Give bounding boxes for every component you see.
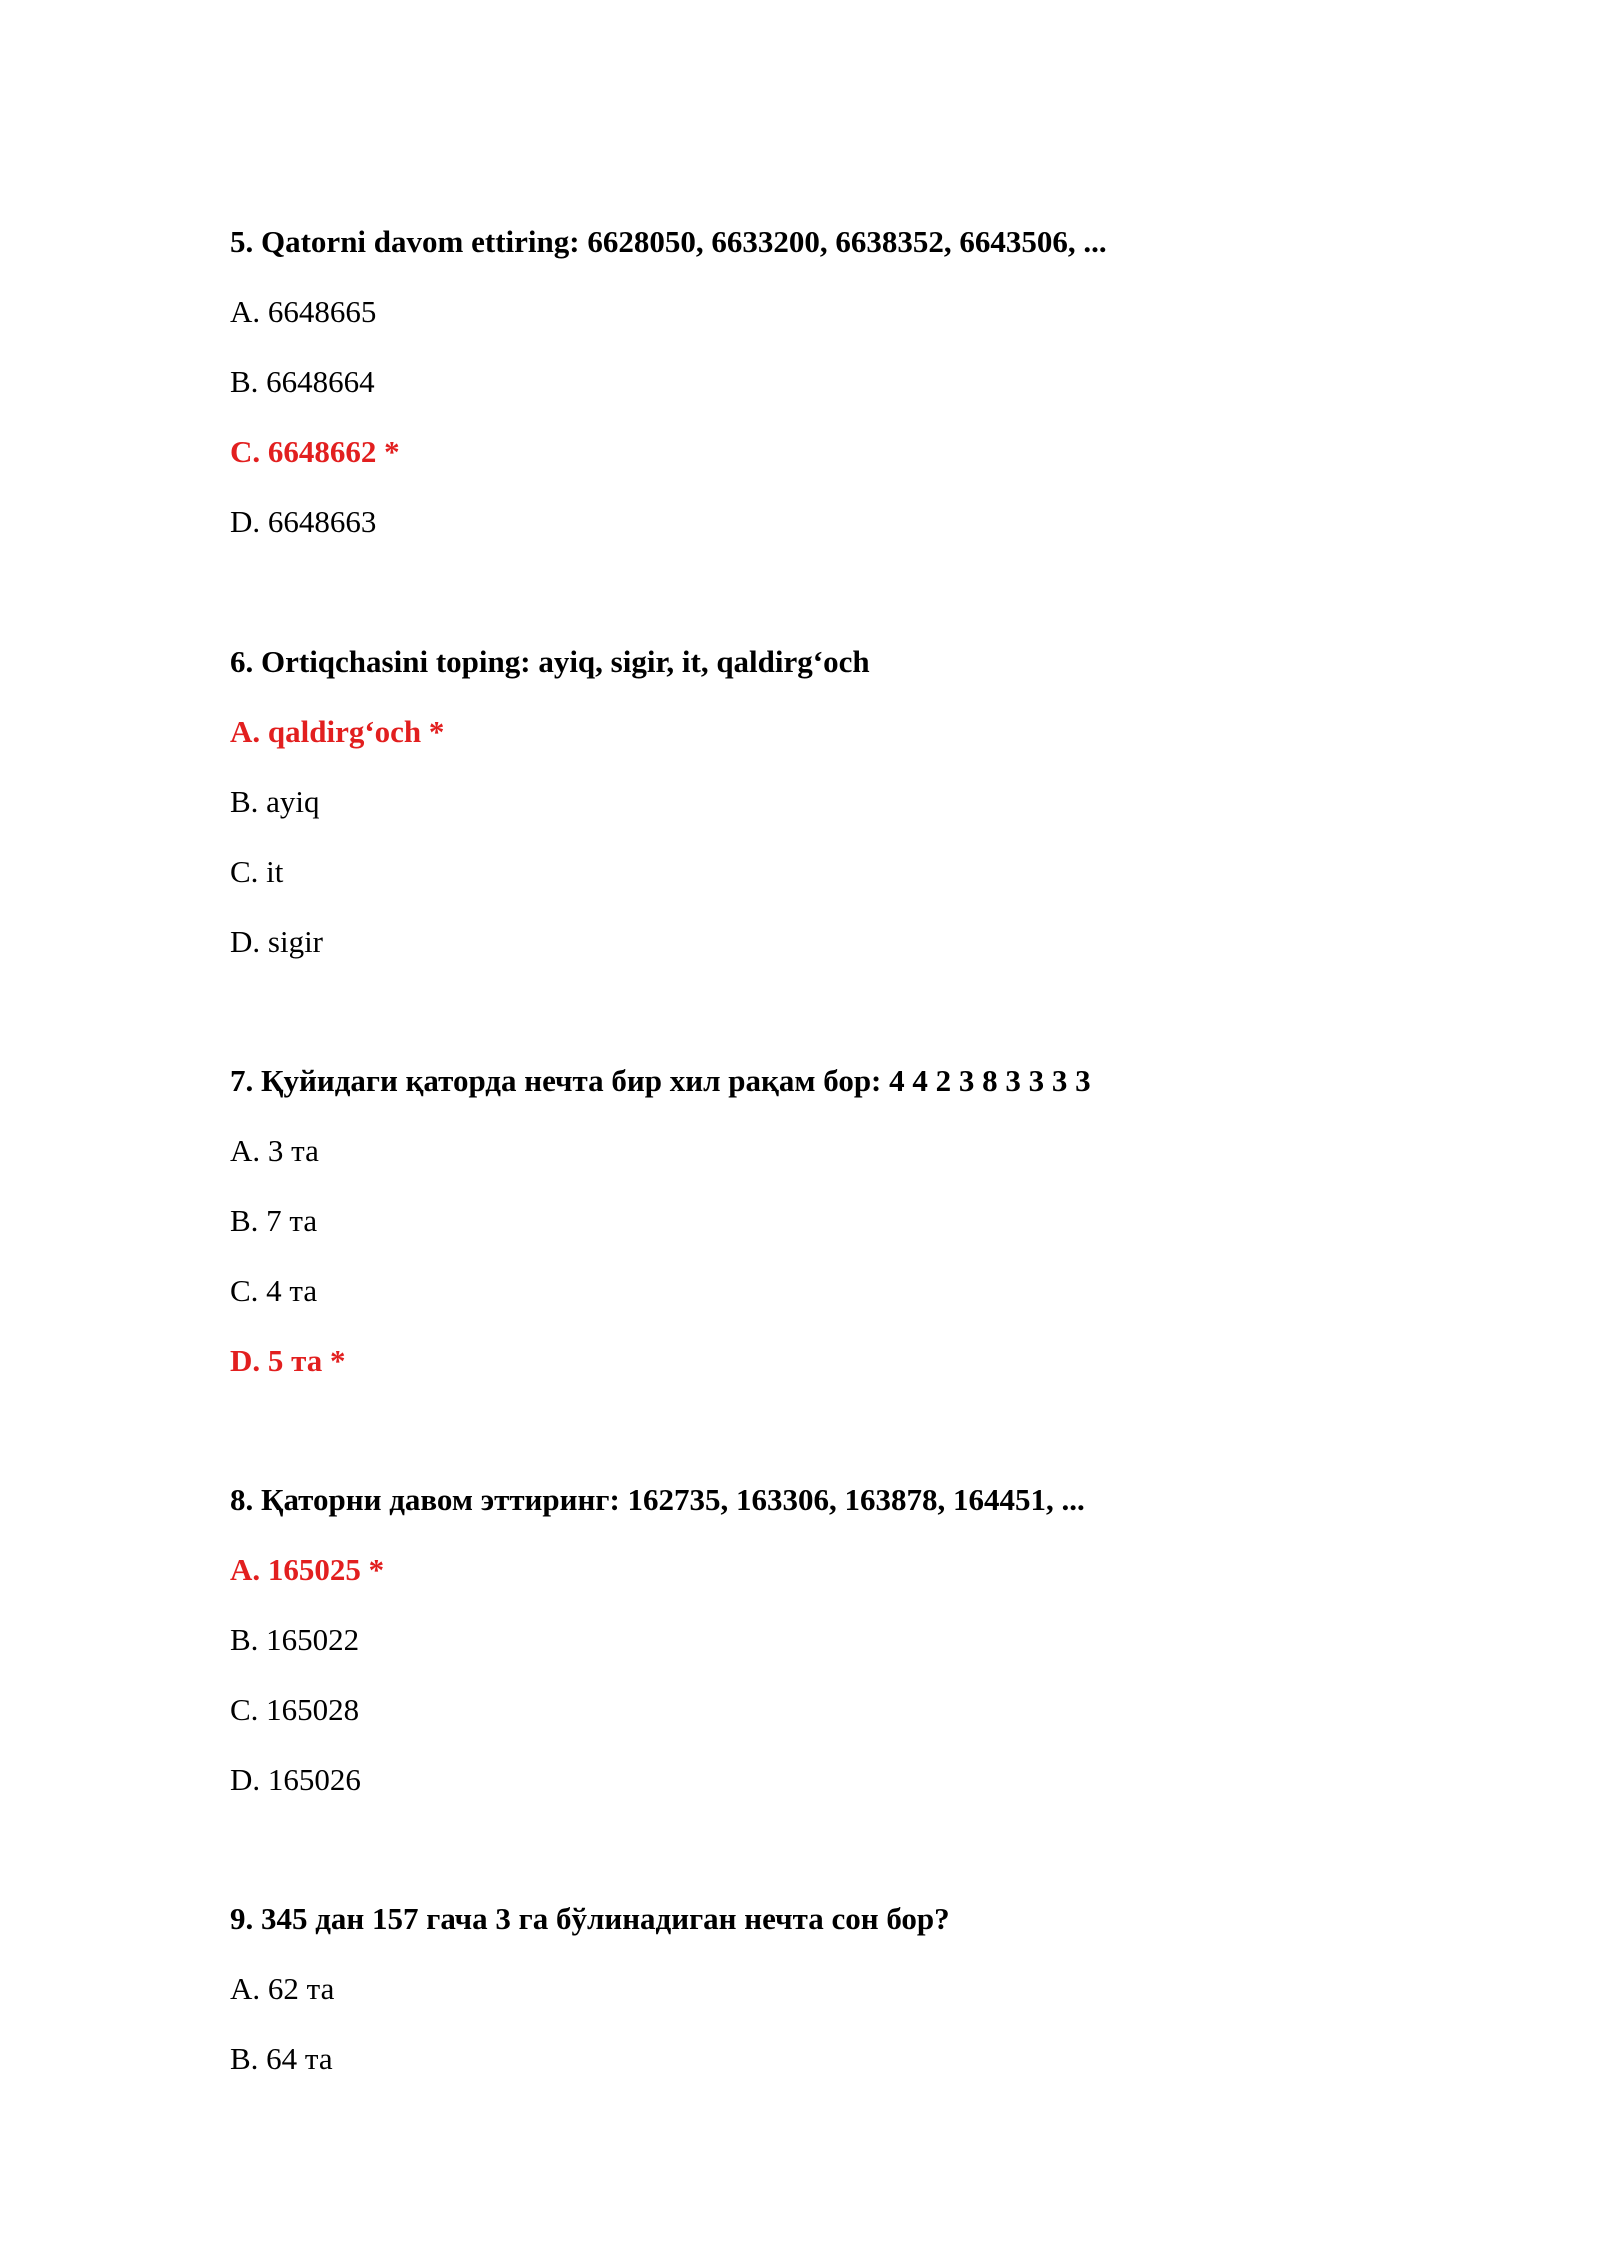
option-a: A. 6648665	[230, 294, 377, 329]
option-d-correct: D. 5 та *	[230, 1343, 346, 1378]
option-d: D. 6648663	[230, 504, 377, 539]
option-b: B. 64 та	[230, 2041, 333, 2076]
question-5	[230, 222, 1530, 542]
option-b: B. 165022	[230, 1622, 360, 1657]
option-a: A. 3 та	[230, 1133, 319, 1168]
question-8	[230, 1480, 1530, 1800]
option-a-correct: A. 165025 *	[230, 1552, 385, 1587]
option-a: A. 62 та	[230, 1971, 335, 2006]
option-d: D. sigir	[230, 924, 323, 959]
option-b: B. 7 та	[230, 1203, 318, 1238]
question-6	[230, 642, 1530, 962]
question-7	[230, 1061, 1530, 1381]
question-text: 9. 345 дан 157 гача 3 га бўлинадиган нечта сон бор?	[230, 1901, 950, 1936]
option-d: D. 165026	[230, 1762, 361, 1797]
question-text: 5. Qatorni davom ettiring: 6628050, 6633200, 6638352, 6643506, ...	[230, 224, 1107, 259]
option-c-correct: C. 6648662 *	[230, 434, 400, 469]
option-a-correct: A. qaldirg‘och *	[230, 714, 445, 749]
option-b: B. 6648664	[230, 364, 375, 399]
option-b: B. ayiq	[230, 784, 320, 819]
question-text: 7. Қуйидаги қаторда нечта бир хил рақам бор: 4 4 2 3 8 3 3 3 3	[230, 1063, 1091, 1098]
option-c: C. 165028	[230, 1692, 360, 1727]
option-c: C. 4 та	[230, 1273, 318, 1308]
option-c: C. it	[230, 854, 284, 889]
question-text: 6. Ortiqchasini toping: ayiq, sigir, it, qaldirg‘och	[230, 644, 870, 679]
question-9	[230, 1899, 1530, 2079]
question-text: 8. Қаторни давом эттиринг: 162735, 163306, 163878, 164451, ...	[230, 1482, 1085, 1517]
